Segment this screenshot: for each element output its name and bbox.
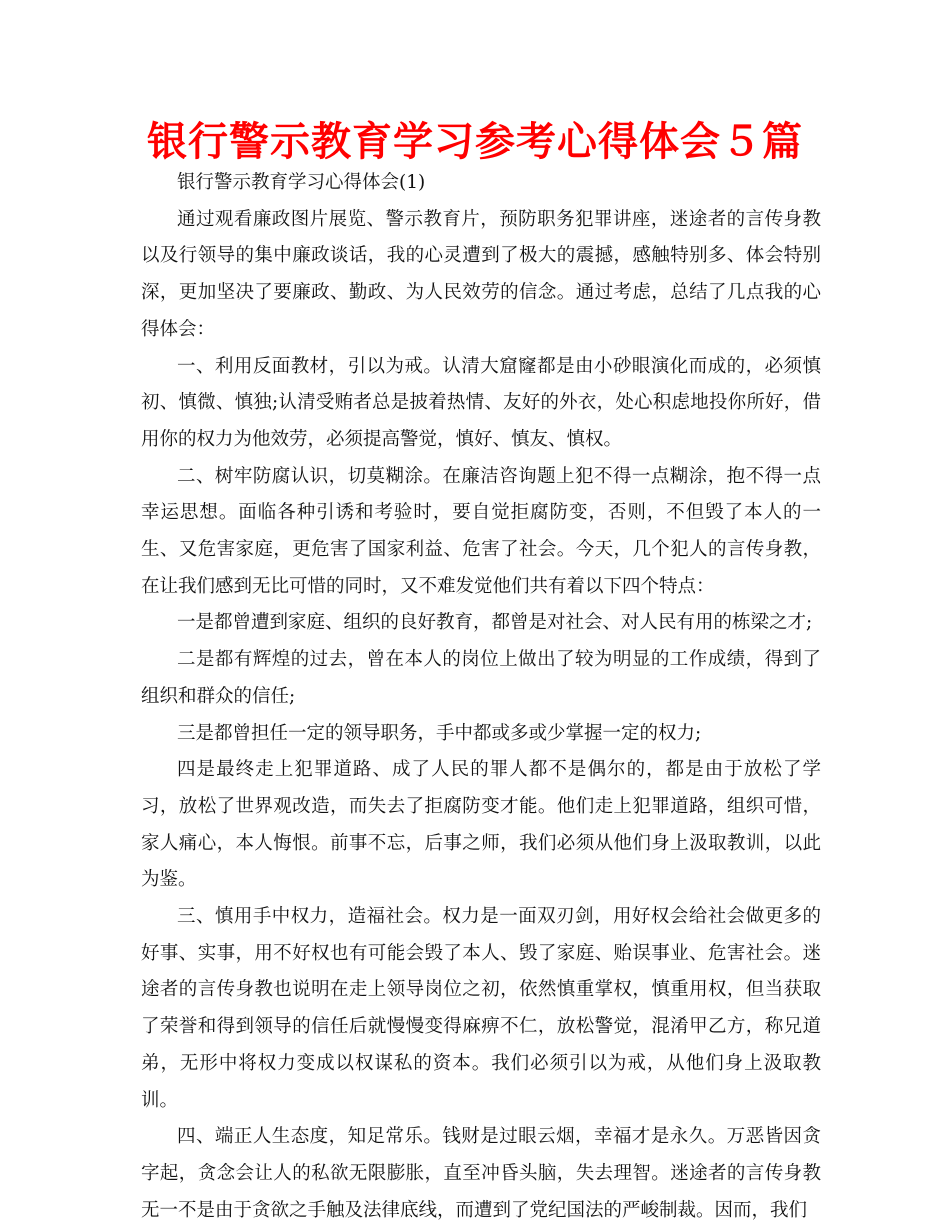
document-title: 银行警示教育学习参考心得体会５篇 bbox=[147, 119, 803, 165]
paragraph: 二、树牢防腐认识，切莫糊涂。在廉洁咨询题上犯不得一点糊涂，抱不得一点幸运思想。面临各种引诱和考验时，要自觉拒腐防变，否则，不但毁了本人的一生、又危害家庭，更危害了国家利益、危害了社会。今天，几个犯人的言传身教，在让我们感到无比可惜的同时，又不难发觉他们共有着以下四个特点： bbox=[141, 465, 821, 597]
paragraph: 一、利用反面教材，引以为戒。认清大窟窿都是由小砂眼演化而成的，必须慎初、慎微、慎独;认清受贿者总是披着热情、友好的外衣，处心积虑地投你所好，借用你的权力为他效劳，必须提高警觉，慎好、慎友、慎权。 bbox=[141, 355, 821, 450]
paragraph: 四是最终走上犯罪道路、成了人民的罪人都不是偶尔的，都是由于放松了学习，放松了世界观改造，而失去了拒腐防变才能。他们走上犯罪道路，组织可惜，家人痛心，本人悔恨。前事不忘，后事之师，我们必须从他们身上汲取教训，以此为鉴。 bbox=[141, 759, 821, 891]
paragraph: 三、慎用手中权力，造福社会。权力是一面双刃剑，用好权会给社会做更多的好事、实事，用不好权也有可能会毁了本人、毁了家庭、贻误事业、危害社会。迷途者的言传身教也说明在走上领导岗位之初，依然慎重掌权，慎重用权，但当获取了荣誉和得到领导的信任后就慢慢变得麻痹不仁，放松警觉，混淆甲乙方，称兄道弟，无形中将权力变成以权谋私的资本。我们必须引以为戒，从他们身上汲取教训。 bbox=[141, 906, 821, 1111]
document-subtitle: 银行警示教育学习心得体会(1) bbox=[177, 172, 426, 193]
paragraph: 二是都有辉煌的过去，曾在本人的岗位上做出了较为明显的工作成绩，得到了组织和群众的信任; bbox=[141, 649, 821, 707]
paragraph: 通过观看廉政图片展览、警示教育片，预防职务犯罪讲座，迷途者的言传身教以及行领导的集中廉政谈话，我的心灵遭到了极大的震撼，感触特别多、体会特别深，更加坚决了要廉政、勤政、为人民效劳的信念。通过考虑，总结了几点我的心得体会： bbox=[141, 208, 821, 340]
document-body bbox=[141, 165, 821, 1229]
paragraph: 一是都曾遭到家庭、组织的良好教育，都曾是对社会、对人民有用的栋梁之才; bbox=[177, 612, 813, 634]
paragraph: 四、端正人生态度，知足常乐。钱财是过眼云烟，幸福才是永久。万恶皆因贪字起，贪念会让人的私欲无限膨胀，直至冲昏头脑，失去理智。迷途者的言传身教无一不是由于贪欲之手触及法律底线，而遭到了党纪国法的严峻制裁。因而，我们 bbox=[141, 1126, 821, 1221]
paragraph: 三是都曾担任一定的领导职务，手中都或多或少掌握一定的权力; bbox=[177, 722, 702, 744]
